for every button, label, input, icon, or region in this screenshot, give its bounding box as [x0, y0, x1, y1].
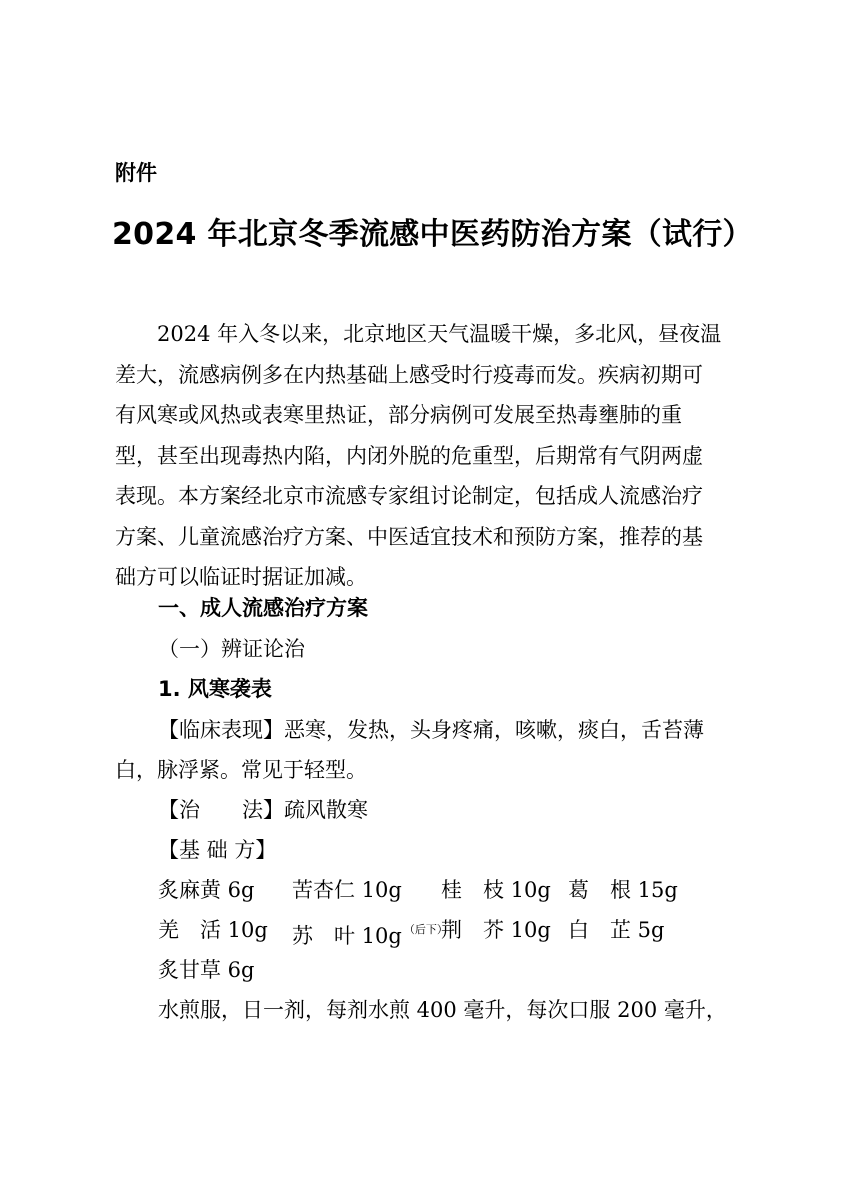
herb-row [158, 874, 718, 906]
section-heading: 一、成人流感治疗方案 [158, 596, 368, 620]
intro-line: 础方可以临证时据证加减。 [115, 565, 367, 589]
herb-row [158, 914, 718, 946]
herb-item: 白 芷 5g [568, 918, 665, 942]
herb-item: 葛 根 15g [568, 878, 678, 902]
intro-line: 方案、儿童流感治疗方案、中医适宜技术和预防方案，推荐的基 [115, 524, 703, 549]
intro-line: 表现。本方案经北京市流感专家组讨论制定，包括成人流感治疗 [115, 484, 703, 508]
herb-note: （后下） [403, 923, 448, 936]
therapy-label: 【治 法】 [158, 798, 284, 822]
formula-label: 【基 础 方】 [158, 838, 277, 862]
herb-row [158, 954, 458, 986]
subsection-heading: （一）辨证论治 [158, 637, 305, 661]
attachment-label: 附件 [115, 161, 157, 185]
intro-line: 型，甚至出现毒热内陷，内闭外脱的危重型，后期常有气阴两虚 [115, 443, 703, 468]
intro-line: 2024 年入冬以来，北京地区天气温暖干燥，多北风，昼夜温 [115, 322, 722, 346]
herb-name: 苏 叶 10g [292, 924, 402, 948]
therapy-line [158, 794, 368, 826]
syndrome-heading: 1. 风寒袭表 [158, 677, 272, 701]
herb-item: 苦杏仁 10g [292, 878, 402, 902]
herb-item: 荆 芥 10g [441, 918, 551, 942]
intro-paragraph [115, 314, 747, 598]
clinical-manifestation-line: 【临床表现】恶寒，发热，头身疼痛，咳嗽，痰白，舌苔薄 [158, 718, 704, 742]
clinical-manifestation-line: 白，脉浮紧。常见于轻型。 [115, 758, 367, 782]
herb-item: 羌 活 10g [158, 918, 268, 942]
herb-item: 炙甘草 6g [158, 958, 255, 982]
herb-item: 炙麻黄 6g [158, 878, 255, 902]
document-title: 2024 年北京冬季流感中医药防治方案（试行） [112, 217, 753, 252]
herb-item: 桂 枝 10g [441, 878, 551, 902]
decoction-instructions: 水煎服，日一剂，每剂水煎 400 毫升，每次口服 200 毫升， [158, 998, 727, 1022]
herb-item-with-note [292, 914, 448, 952]
intro-line: 差大，流感病例多在内热基础上感受时行疫毒而发。疾病初期可 [115, 362, 703, 387]
therapy-value: 疏风散寒 [284, 798, 368, 822]
intro-line: 有风寒或风热或表寒里热证，部分病例可发展至热毒壅肺的重 [115, 403, 682, 427]
